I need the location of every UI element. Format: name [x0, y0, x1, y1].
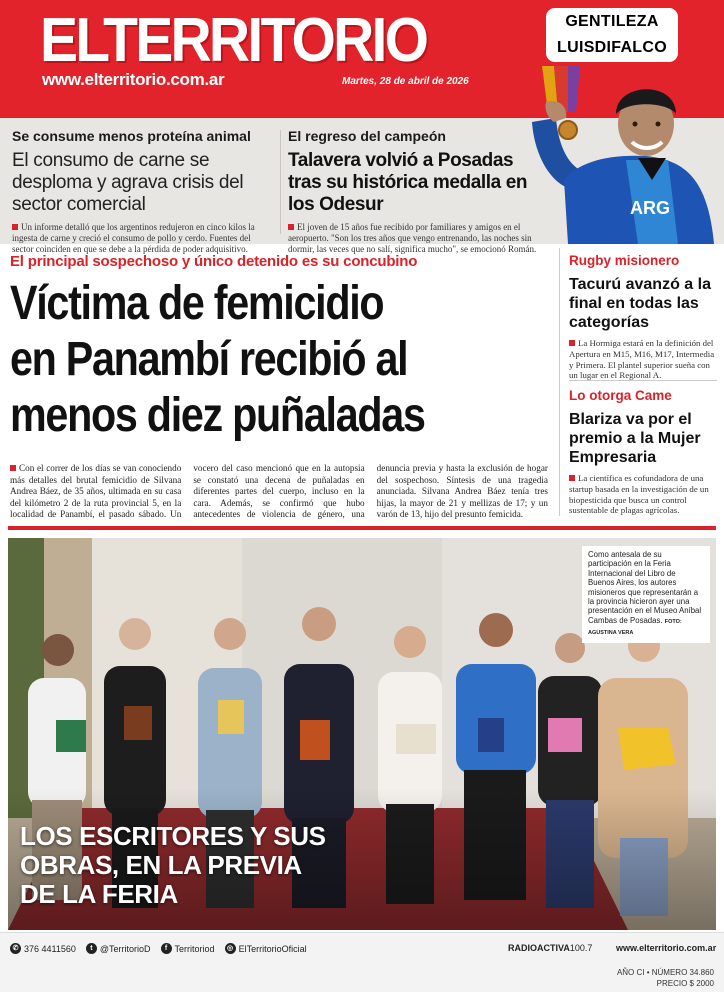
sidebar-headline: Tacurú avanzó a la final en todas las categorías [569, 276, 711, 331]
sidebar-story-rugby[interactable] [569, 253, 717, 381]
masthead-url[interactable]: www.elterritorio.com.ar [42, 70, 225, 89]
sidebar-kicker: Lo otorga Came [569, 388, 672, 403]
sidebar-story-came[interactable] [569, 388, 717, 516]
top-story-meat[interactable] [12, 128, 274, 255]
headline-line: menos diez puñaladas [10, 389, 425, 442]
photo-caption-text: Como antesala de su participación en la Feria Internacional del Libro de Buenos Aires, los autores misioneros que representarán a la provincia hicieron ayer una presentación en el Museo Aníbal Cambas de Posadas. [588, 550, 702, 625]
section-divider [8, 526, 716, 530]
footer-whatsapp[interactable]: ✆ 376 4411560 [10, 943, 76, 954]
sidebar-body: La científica es cofundadora de una startup basada en la investigación de un biopesticida que busca un control sustentable de plagas agrícolas. [569, 473, 709, 516]
main-story-headline[interactable] [10, 276, 474, 444]
footer-twitter[interactable]: t @TerritorioD [86, 943, 151, 954]
top-story-kicker: Se consume menos proteína animal [12, 128, 251, 144]
headline-line: en Panambí recibió al [10, 333, 408, 386]
bullet-square-icon [10, 465, 16, 471]
bullet-square-icon [569, 475, 575, 481]
photo-credit-line: LUISDIFALCO [557, 39, 667, 56]
top-story-body: Un informe detalló que los argentinos redujeron en cinco kilos la ingesta de carne y creció el consumo de pollo y cerdo. Fuentes del sector coinciden en que se debe a la pérdida de poder adquisitivo. [12, 222, 255, 254]
top-story-champion[interactable] [288, 128, 550, 255]
sidebar-headline: Blariza va por el premio a la Mujer Empresaria [569, 411, 701, 466]
bullet-square-icon [12, 224, 18, 230]
social-links [10, 943, 307, 954]
facebook-icon: f [161, 943, 172, 954]
footer-url[interactable]: www.elterritorio.com.ar [616, 943, 717, 953]
column-divider [280, 130, 281, 234]
newspaper-logo: ELTERRITORIO [40, 6, 427, 75]
twitter-icon: t [86, 943, 97, 954]
top-story-headline: El consumo de carne se desploma y agrava crisis del sector comercial [12, 150, 244, 215]
instagram-icon: ◎ [225, 943, 236, 954]
footer [0, 932, 724, 992]
headline-line: Víctima de femicidio [10, 277, 384, 330]
athlete-illustration [528, 62, 718, 244]
top-story-body: El joven de 15 años fue recibido por familiares y amigos en el aeropuerto. "Son los tres años que vengo entrenando, las noches sin dormir, las veces que no salí, significa mucho", se emocionó Román. [288, 222, 537, 254]
bullet-square-icon [288, 224, 294, 230]
footer-radio[interactable]: RADIOACTIVA100.7 [508, 943, 593, 953]
photo-credit-overlay [546, 8, 678, 62]
bullet-square-icon [569, 340, 575, 346]
photo-story-title[interactable]: LOS ESCRITORES Y SUS OBRAS, EN LA PREVIA DE LA FERIA [20, 821, 326, 909]
main-story-body: Con el correr de los días se van conociendo más detalles del brutal femicidio de Silvana Andrea Báez, de 35 años, ultimada en su casa del kilómetro 2 de la ruta provincial 5, en la localidad de Panambí, el pasado sábado. Un vocero del caso mencionó que en la autopsia se constató una decena de puñaladas en diferentes partes del cuerpo, incluso en la cara. Además, se confirmó que hubo antecedentes de violencia de género, una denuncia previa y hasta la exclusión de hogar del sospechoso. Síntesis de una tragedia anunciada. Silvana Andrea Báez tenía tres hijas, la mayor de 21 y mellizas de 17; y un varón de 13, hijo del presunto femicida. [10, 463, 548, 520]
issue-price: PRECIO $ 2000 [656, 979, 714, 988]
issue-number: AÑO CI • NÚMERO 34.860 [616, 968, 714, 977]
top-story-headline: Talavera volvió a Posadas tras su histórica medalla en los Odesur [288, 150, 528, 215]
photo-credit-line: GENTILEZA [565, 13, 659, 30]
main-story-kicker: El principal sospechoso y único detenido es su concubino [10, 253, 418, 270]
top-story-kicker: El regreso del campeón [288, 128, 446, 144]
whatsapp-icon: ✆ [10, 943, 21, 954]
column-divider [559, 248, 560, 516]
photo-caption-credit: FOTO: AGUSTINA VERA [588, 618, 682, 637]
footer-instagram[interactable]: ◎ ElTerritorioOficial [225, 943, 307, 954]
sidebar-kicker: Rugby misionero [569, 253, 680, 268]
sidebar-divider [569, 380, 717, 381]
issue-info [617, 967, 714, 989]
sidebar-body: La Hormiga estará en la definición del Apertura en M15, M16, M17, Intermedia y Primera. El plantel superior sueña con un lugar en el Regional A. [569, 338, 715, 381]
athlete-photo [528, 62, 718, 244]
photo-caption [582, 546, 710, 643]
footer-facebook[interactable]: f Territoriod [161, 943, 215, 954]
jersey-text: ARG [630, 198, 670, 218]
issue-date: Martes, 28 de abril de 2026 [342, 76, 469, 87]
